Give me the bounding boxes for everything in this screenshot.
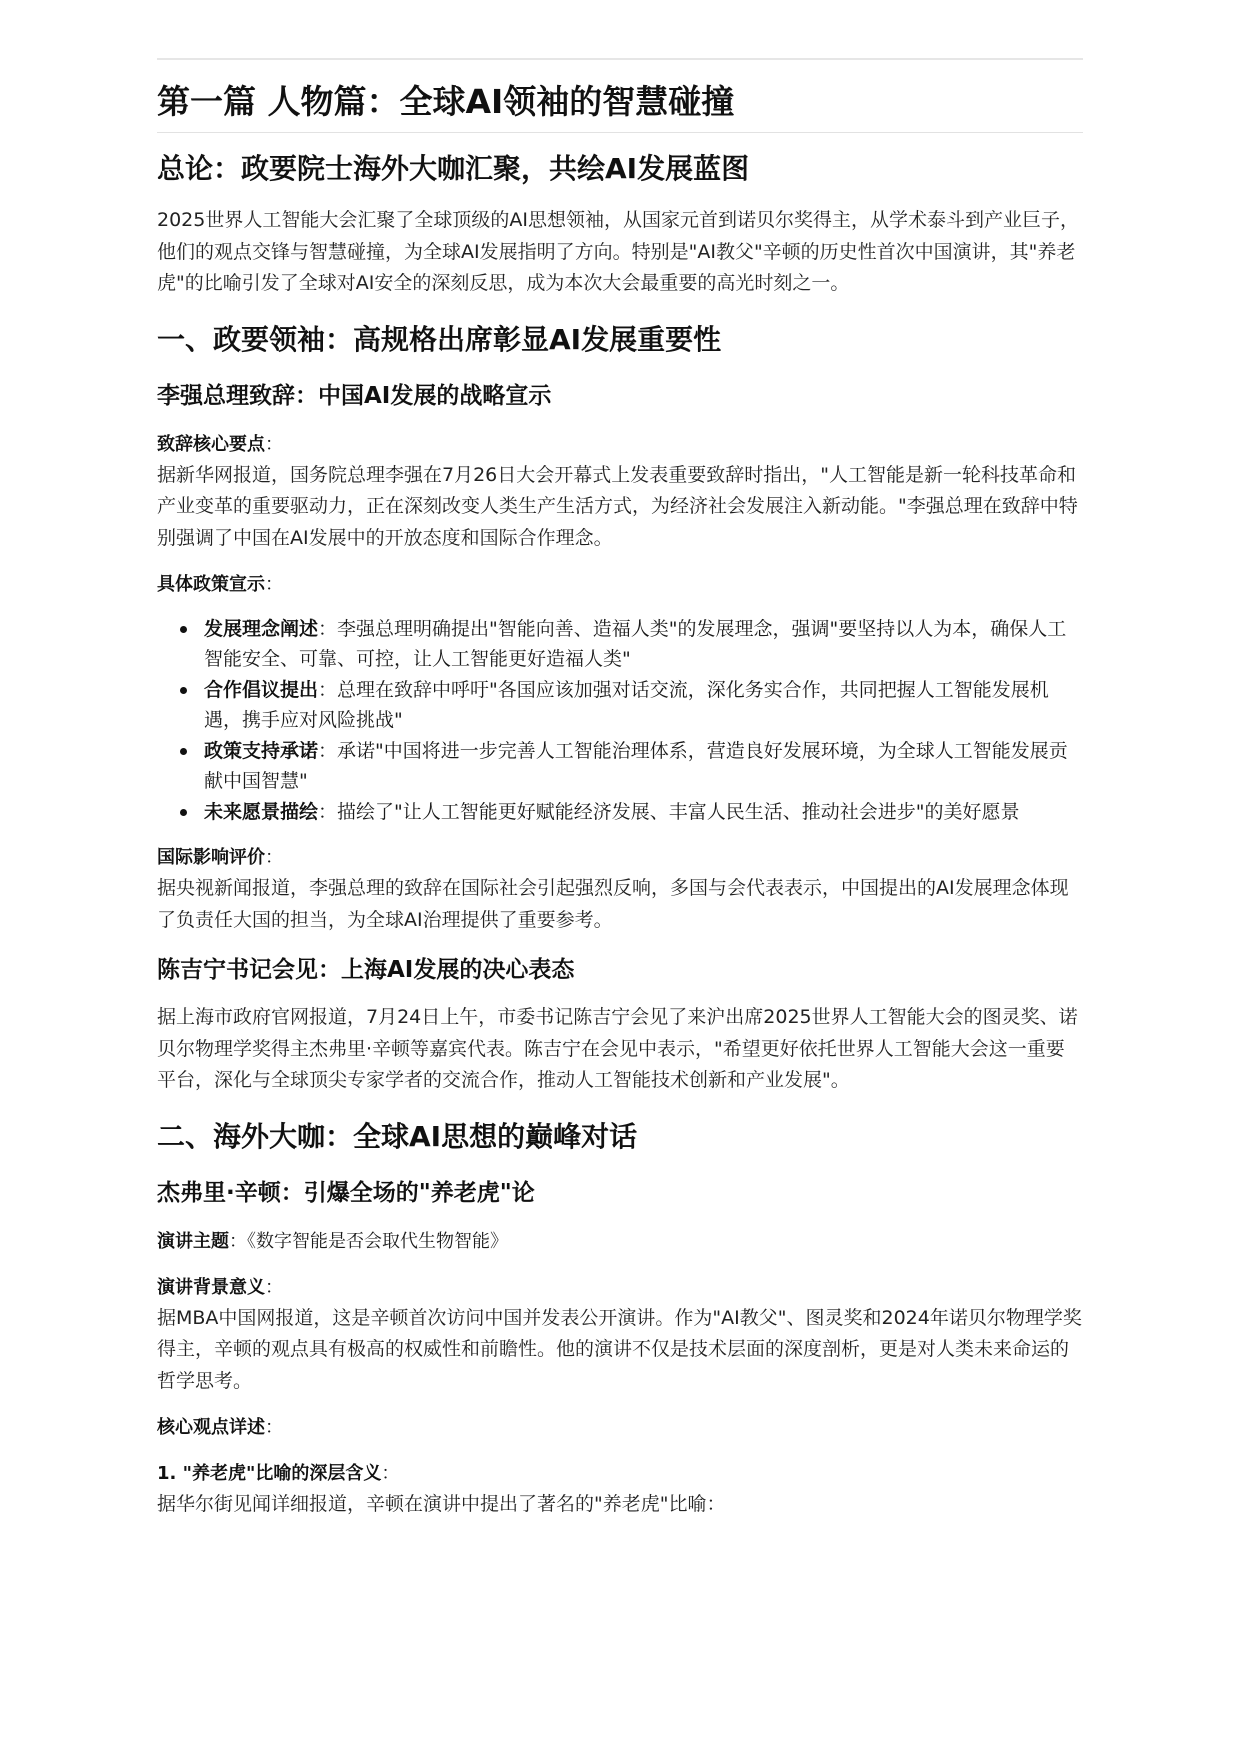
intl-impact-label: [157, 843, 1083, 873]
intl-impact-colon: ：: [265, 847, 283, 868]
list-item-text: 总理在致辞中呼吁"各国应该加强对话交流，深化务实合作，共同把握人工智能发展机遇，携手应对风险挑战": [204, 679, 1049, 731]
intl-impact-paragraph: 据央视新闻报道，李强总理的致辞在国际社会引起强烈反响，多国与会代表表示，中国提出的AI发展理念体现了负责任大国的担当，为全球AI治理提供了重要参考。: [157, 877, 1069, 931]
policy-list: [157, 614, 1083, 827]
policy-label: [157, 570, 1083, 600]
speech-background-label: [157, 1273, 1083, 1303]
speech-background-colon: ：: [265, 1276, 283, 1298]
list-item-term: 未来愿景描绘: [204, 801, 319, 823]
point1-paragraph: 据华尔街见闻详细报道，辛顿在演讲中提出了著名的"养老虎"比喻：: [157, 1493, 726, 1515]
core-points-label: [157, 430, 1083, 460]
bullet-icon: [180, 748, 187, 755]
list-item-text: 描绘了"让人工智能更好赋能经济发展、丰富人民生活、推动社会进步"的美好愿景: [337, 801, 1020, 823]
intl-impact-label-text: 国际影响评价: [157, 847, 265, 868]
list-item-colon: ：: [318, 618, 338, 640]
list-item: [157, 797, 1083, 827]
speech-background-paragraph: 据MBA中国网报道，这是辛顿首次访问中国并发表公开演讲。作为"AI教父"、图灵奖和2024年诺贝尔物理学奖得主，辛顿的观点具有极高的权威性和前瞻性。他的演讲不仅是技术层面的深度剖析，更是对人类未来命运的哲学思考。: [157, 1306, 1082, 1392]
core-points-label-text: 致辞核心要点: [157, 433, 265, 455]
bullet-icon: [180, 626, 187, 633]
chen-jining-paragraph: 据上海市政府官网报道，7月24日上午，市委书记陈吉宁会见了来沪出席2025世界人工智能大会的图灵奖、诺贝尔物理学奖得主杰弗里·辛顿等嘉宾代表。陈吉宁在会见中表示，"希望更好依托世界人工智能大会这一重要平台，深化与全球顶尖专家学者的交流合作，推动人工智能技术创新和产业发展"。: [157, 1006, 1078, 1091]
policy-colon: ：: [265, 574, 283, 595]
list-item: [157, 736, 1083, 796]
core-views-colon: ：: [265, 1417, 283, 1438]
bullet-icon: [180, 687, 187, 694]
chapter-title: 第一篇 人物篇：全球AI领袖的智慧碰撞: [157, 78, 1083, 133]
list-item-term: 政策支持承诺: [204, 740, 319, 762]
bullet-icon: [180, 809, 187, 816]
point1-label-text: 1. "养老虎"比喻的深层含义: [157, 1463, 382, 1484]
list-item: [157, 675, 1083, 735]
list-item-text: 承诺"中国将进一步完善人工智能治理体系，营造良好发展环境，为全球人工智能发展贡献中国智慧": [204, 740, 1068, 792]
list-item-colon: ：: [318, 801, 338, 823]
speech-background-label-text: 演讲背景意义: [157, 1276, 265, 1298]
list-item-colon: ：: [318, 740, 338, 762]
section1-heading: 一、政要领袖：高规格出席彰显AI发展重要性: [157, 322, 722, 356]
overview-paragraph: 2025世界人工智能大会汇聚了全球顶级的AI思想领袖，从国家元首到诺贝尔奖得主，从学术泰斗到产业巨子，他们的观点交锋与智慧碰撞，为全球AI发展指明了方向。特别是"AI教父"辛顿的历史性首次中国演讲，其"养老虎"的比喻引发了全球对AI安全的深刻反思，成为本次大会最重要的高光时刻之一。: [157, 209, 1079, 294]
speech-topic-text: 《数字智能是否会取代生物智能》: [247, 1230, 508, 1252]
speech-topic-label: 演讲主题: [157, 1230, 229, 1252]
point1-colon: ：: [381, 1463, 400, 1484]
list-item-text: 李强总理明确提出"智能向善、造福人类"的发展理念，强调"要坚持以人为本，确保人工智能安全、可靠、可控，让人工智能更好造福人类": [204, 618, 1067, 670]
core-points-paragraph: 据新华网报道，国务院总理李强在7月26日大会开幕式上发表重要致辞时指出，"人工智能是新一轮科技革命和产业变革的重要驱动力，正在深刻改变人类生产生活方式，为经济社会发展注入新动能。"李强总理在致辞中特别强调了中国在AI发展中的开放态度和国际合作理念。: [157, 463, 1078, 549]
list-item-term: 发展理念阐述: [204, 618, 319, 640]
core-views-label-text: 核心观点详述: [157, 1417, 265, 1438]
point1-label: [157, 1459, 1083, 1489]
core-views-label: [157, 1413, 1083, 1443]
policy-label-text: 具体政策宣示: [157, 574, 265, 595]
document-content: [157, 58, 1083, 1521]
top-divider: [157, 58, 1083, 60]
speech-topic-line: [157, 1227, 1083, 1257]
section2-heading: 二、海外大咖：全球AI思想的巅峰对话: [157, 1119, 638, 1153]
list-item-term: 合作倡议提出: [204, 679, 319, 701]
hinton-heading: 杰弗里·辛顿：引爆全场的"养老虎"论: [157, 1179, 535, 1206]
overview-heading: 总论：政要院士海外大咖汇聚，共绘AI发展蓝图: [157, 152, 750, 185]
list-item-colon: ：: [318, 679, 338, 701]
list-item: [157, 614, 1083, 674]
li-qiang-heading: 李强总理致辞：中国AI发展的战略宣示: [157, 382, 552, 409]
chen-jining-heading: 陈吉宁书记会见：上海AI发展的决心表态: [157, 957, 575, 983]
speech-topic-colon: ：: [229, 1230, 247, 1252]
core-points-colon: ：: [265, 433, 283, 455]
